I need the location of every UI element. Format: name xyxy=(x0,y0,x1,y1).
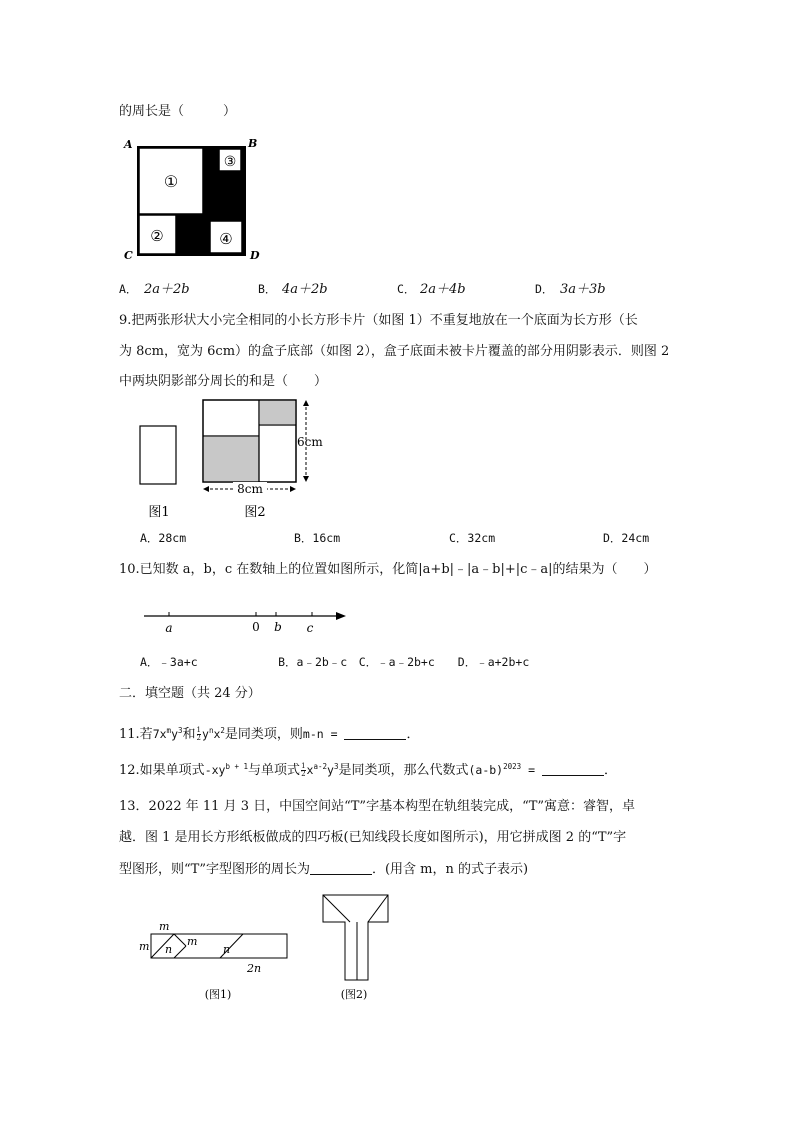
q13-figure xyxy=(135,890,400,1008)
q9-stem-line-2: 为 8cm，宽为 6cm）的盒子底部（如图 2），盒子底面未被卡片覆盖的部分用阴影表示．则图 2 xyxy=(119,344,670,359)
q8-label-4: ④ xyxy=(219,230,233,248)
q10-label-b: b xyxy=(274,620,282,634)
q11-term-1: $7x^my^3$ xyxy=(152,726,183,741)
q12-prefix: 12.如果单项式 xyxy=(119,762,205,778)
q8-option-d-label: D． xyxy=(535,282,554,296)
q8-option-d-expr: 3a＋3b xyxy=(560,282,606,297)
q8-option-c-expr: 2a＋4b xyxy=(420,282,466,297)
q9-width-label: 8cm xyxy=(237,482,263,496)
q13-label-m-left: m xyxy=(139,940,150,953)
q10-label-c: c xyxy=(306,621,314,635)
q9-figure xyxy=(135,396,335,524)
q8-corner-a: A xyxy=(124,138,133,151)
q10-options: A．﹣3a+c B．a﹣2b﹣c C．﹣a﹣2b+c D．﹣a+2b+c xyxy=(140,655,530,669)
q13-label-n-2: n xyxy=(223,943,231,956)
q11-fraction: $\frac{1}{2}$ xyxy=(196,725,201,742)
section-2-title: 二．填空题（共 24 分） xyxy=(119,686,261,701)
q8-label-2: ② xyxy=(150,227,164,245)
q10-stem: 10.已知数 a，b，c 在数轴上的位置如图所示，化简|a+b|﹣|a﹣b|+|c﹣a|的结果为（ ） xyxy=(119,562,657,577)
q9-card xyxy=(140,426,176,484)
q13-label-m-mid: m xyxy=(187,935,198,948)
q11-prefix: 11.若 xyxy=(119,726,153,742)
q13-caption-1: (图1) xyxy=(204,988,232,1001)
q8-option-c-label: C． xyxy=(397,282,416,296)
q11-stem: 11.若$7x^my^3$和 $\frac{1}{2}$ $y^nx^2$是同类项，则m-n = ． xyxy=(119,725,420,742)
q8-option-b-label: B． xyxy=(258,282,277,296)
q12-post: 是同类项，那么代数式 xyxy=(338,762,469,778)
q13-label-m-top: m xyxy=(159,920,170,933)
q9-caption-1: 图1 xyxy=(148,505,170,520)
q13-stem-line-2: 越．图 1 是用长方形纸板做成的四巧板(已知线段长度如图所示)，用它拼成图 2 的“T”字 xyxy=(119,830,627,845)
q9-option-d: D．24cm xyxy=(603,531,650,545)
q9-stem-line-1: 9.把两张形状大小完全相同的小长方形卡片（如图 1）不重复地放在一个底面为长方形（长 xyxy=(119,313,638,328)
q11-answer-blank[interactable] xyxy=(344,727,406,740)
q11-expression: m-n xyxy=(302,726,324,741)
q12-fraction: $\frac{1}{2}$ xyxy=(301,761,306,778)
q9-height-label: 6cm xyxy=(297,435,323,449)
q8-label-1: ① xyxy=(163,172,179,191)
q13-answer-blank[interactable] xyxy=(310,862,372,875)
q8-stem-tail: 的周长是（ ） xyxy=(119,104,237,119)
q8-option-a-label: A． xyxy=(119,282,138,296)
q10-axis-arrow xyxy=(336,612,346,620)
q13-label-n-1: n xyxy=(165,943,173,956)
q11-post: 是同类项，则 xyxy=(224,726,303,742)
q12-expression: $(a-b)^{2023}$ xyxy=(468,762,522,777)
q13-label-2n: 2n xyxy=(247,962,262,975)
q8-corner-d: D xyxy=(250,249,260,262)
q11-term-2: $y^nx^2$ xyxy=(202,726,225,741)
q8-square-figure xyxy=(118,132,268,264)
q9-shaded-lower-left xyxy=(204,437,259,481)
q10-label-a: a xyxy=(165,621,173,635)
q13-stem-line-3: 型图形，则“T”字型图形的周长为 ．(用含 m，n 的式子表示) xyxy=(119,862,529,877)
q8-option-a-expr: 2a＋2b xyxy=(144,282,190,297)
q13-caption-2: (图2) xyxy=(340,988,368,1001)
q12-stem: 12.如果单项式$-xy^{b + 1}$与单项式 $\frac{1}{2}$ $x^{a-2}y^3$是同类项，那么代数式$(a-b)^{2023}$ = ． xyxy=(119,761,617,778)
q12-term-1: $-xy^{b + 1}$ xyxy=(204,762,249,777)
q8-corner-c: C xyxy=(124,249,133,262)
q8-label-3: ③ xyxy=(223,154,237,170)
q12-answer-blank[interactable] xyxy=(542,763,604,776)
q10-number-line xyxy=(140,603,355,637)
q8-corner-b: B xyxy=(248,137,258,150)
q8-option-b-expr: 4a＋2b xyxy=(282,282,328,297)
q9-option-b: B．16cm xyxy=(294,531,341,545)
q9-stem-line-3: 中两块阴影部分周长的和是（ ） xyxy=(119,374,328,389)
q9-shaded-upper-right xyxy=(260,401,295,424)
q9-option-a: A．28cm xyxy=(140,531,187,545)
q9-option-c: C．32cm xyxy=(449,531,496,545)
q10-label-0: 0 xyxy=(252,620,260,634)
q13-stem-line-1: 13．2022 年 11 月 3 日，中国空间站“T”字基本构型在轨组装完成，“T”寓意：睿智，卓 xyxy=(119,799,636,814)
q12-term-2: $x^{a-2}y^3$ xyxy=(306,762,339,777)
q9-caption-2: 图2 xyxy=(244,505,266,520)
